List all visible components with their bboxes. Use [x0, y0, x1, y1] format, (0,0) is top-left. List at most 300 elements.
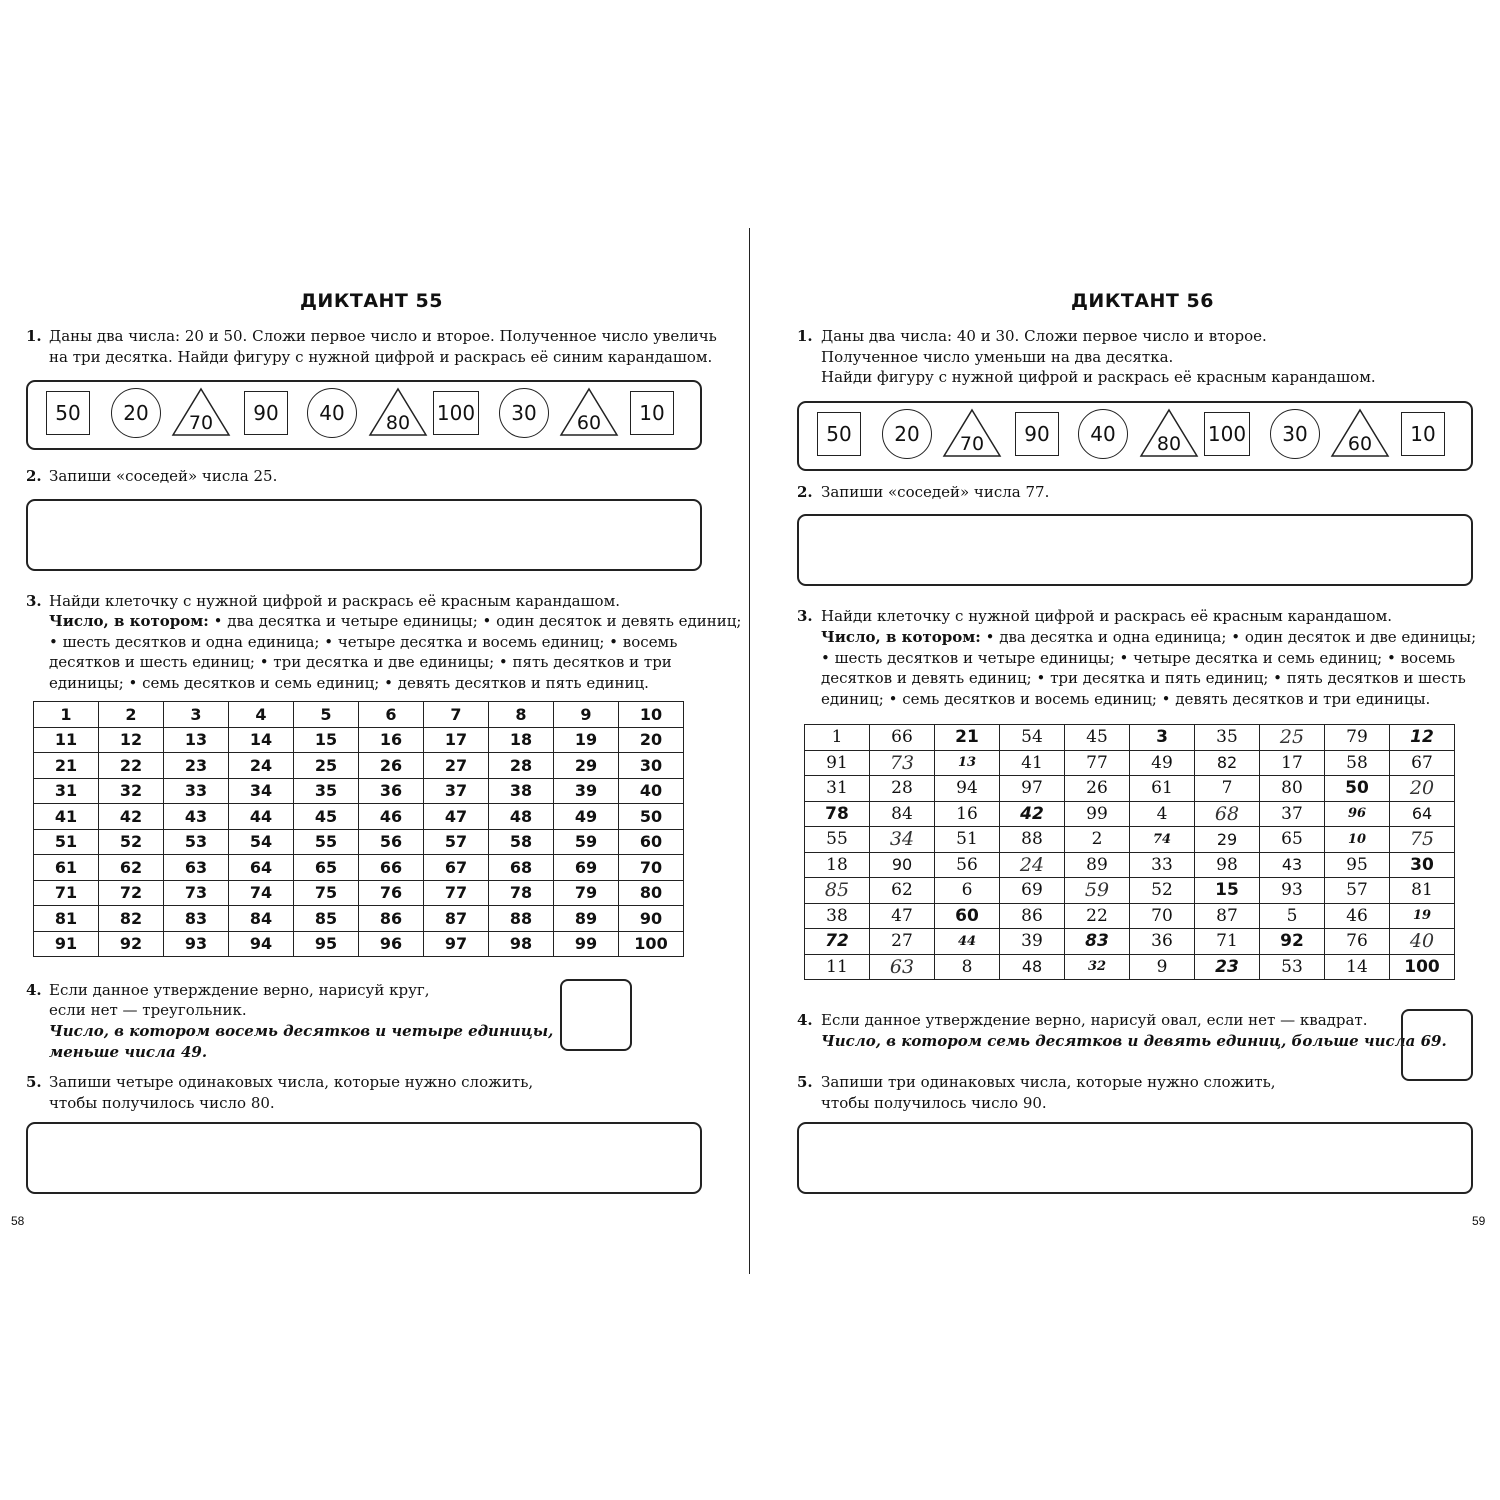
- grid-row: [805, 903, 1455, 929]
- grid-cell[interactable]: 10: [1325, 827, 1390, 853]
- grid-cell[interactable]: 66: [870, 725, 935, 751]
- grid-cell[interactable]: 58: [489, 829, 554, 855]
- square-shape[interactable]: [817, 412, 861, 456]
- grid-cell[interactable]: 39: [1000, 929, 1065, 955]
- grid-cell[interactable]: 22: [99, 753, 164, 779]
- grid-row: [34, 804, 684, 830]
- grid-cell[interactable]: 81: [34, 906, 99, 932]
- grid-cell[interactable]: 38: [489, 778, 554, 804]
- shape-label: 70: [188, 412, 214, 434]
- grid-cell[interactable]: 55: [294, 829, 359, 855]
- grid-cell[interactable]: 93: [1260, 878, 1325, 904]
- triangle-shape[interactable]: [1139, 408, 1199, 458]
- shape-label: 100: [1207, 422, 1247, 446]
- grid-cell[interactable]: 87: [424, 906, 489, 932]
- task-3-line-1: Найди клеточку с нужной цифрой и раскрась её красным карандашом.: [49, 592, 621, 610]
- grid-cell[interactable]: 59: [1065, 878, 1130, 904]
- triangle-shape[interactable]: [942, 408, 1002, 458]
- grid-cell[interactable]: 49: [1130, 750, 1195, 776]
- grid-cell[interactable]: 43: [164, 804, 229, 830]
- shape-label: 80: [1156, 433, 1182, 455]
- grid-cell[interactable]: 91: [805, 750, 870, 776]
- shapes-box: [797, 401, 1473, 471]
- grid-cell[interactable]: 16: [359, 727, 424, 753]
- dictation-56-title: ДИКТАНТ 56: [1071, 290, 1214, 312]
- triangle-shape[interactable]: [171, 387, 231, 437]
- grid-cell[interactable]: 44: [229, 804, 294, 830]
- grid-cell[interactable]: 2: [99, 702, 164, 728]
- grid-cell[interactable]: 79: [1325, 725, 1390, 751]
- task-3-number: 3.: [26, 592, 42, 610]
- grid-cell[interactable]: 65: [1260, 827, 1325, 853]
- grid-cell[interactable]: 52: [1130, 878, 1195, 904]
- grid-cell[interactable]: 11: [34, 727, 99, 753]
- task-3-line-2: [821, 627, 1476, 648]
- grid-cell[interactable]: 60: [619, 829, 684, 855]
- grid-cell[interactable]: 61: [34, 855, 99, 881]
- dictation-55-title: ДИКТАНТ 55: [300, 290, 443, 312]
- grid-cell[interactable]: 10: [619, 702, 684, 728]
- shape-label: 40: [1090, 422, 1116, 446]
- grid-cell[interactable]: 83: [1065, 929, 1130, 955]
- grid-cell[interactable]: 73: [870, 750, 935, 776]
- grid-cell[interactable]: 40: [619, 778, 684, 804]
- grid-cell[interactable]: 80: [619, 880, 684, 906]
- grid-cell[interactable]: 62: [99, 855, 164, 881]
- task-3-line-2-rest: • два десятка и одна единица; • один десяток и две единицы;: [980, 628, 1477, 646]
- grid-cell[interactable]: 18: [805, 852, 870, 878]
- grid-cell[interactable]: 25: [294, 753, 359, 779]
- task-1-line-2: Полученное число уменьши на два десятка.: [821, 348, 1174, 366]
- grid-cell[interactable]: 9: [554, 702, 619, 728]
- grid-cell[interactable]: 98: [489, 931, 554, 957]
- grid-cell[interactable]: 18: [489, 727, 554, 753]
- grid-cell[interactable]: 44: [935, 929, 1000, 955]
- grid-cell[interactable]: 81: [1390, 878, 1455, 904]
- grid-cell[interactable]: 27: [424, 753, 489, 779]
- grid-cell[interactable]: 89: [1065, 852, 1130, 878]
- grid-cell[interactable]: 31: [34, 778, 99, 804]
- grid-cell[interactable]: 2: [1065, 827, 1130, 853]
- grid-cell[interactable]: 6: [935, 878, 1000, 904]
- grid-cell[interactable]: 75: [1390, 827, 1455, 853]
- grid-cell[interactable]: 39: [554, 778, 619, 804]
- grid-cell[interactable]: 61: [1130, 776, 1195, 802]
- grid-cell[interactable]: 1: [34, 702, 99, 728]
- answer-box-neighbors[interactable]: [797, 514, 1473, 586]
- grid-cell[interactable]: 38: [805, 903, 870, 929]
- task-4-line-1: Если данное утверждение верно, нарисуй круг,: [49, 981, 430, 999]
- grid-cell[interactable]: 17: [424, 727, 489, 753]
- grid-cell[interactable]: 73: [164, 880, 229, 906]
- task-2-text: Запиши «соседей» числа 77.: [821, 483, 1050, 501]
- square-shape[interactable]: [1204, 412, 1250, 456]
- grid-cell[interactable]: 80: [1260, 776, 1325, 802]
- grid-cell[interactable]: 14: [1325, 954, 1390, 980]
- grid-row: [34, 727, 684, 753]
- grid-cell[interactable]: 83: [164, 906, 229, 932]
- grid-cell[interactable]: 84: [870, 801, 935, 827]
- task-3-line-3: • шесть десятков и четыре единицы; • четыре десятка и семь единиц; • восемь: [821, 649, 1456, 667]
- task-4-number: 4.: [797, 1011, 813, 1029]
- grid-cell[interactable]: 42: [1000, 801, 1065, 827]
- task-5-number: 5.: [26, 1073, 42, 1091]
- grid-cell[interactable]: 16: [935, 801, 1000, 827]
- grid-cell[interactable]: 7: [424, 702, 489, 728]
- grid-cell[interactable]: 33: [1130, 852, 1195, 878]
- grid-row: [805, 954, 1455, 980]
- grid-cell[interactable]: 28: [489, 753, 554, 779]
- grid-cell[interactable]: 75: [294, 880, 359, 906]
- task-2-number: 2.: [26, 467, 42, 485]
- grid-cell[interactable]: 13: [164, 727, 229, 753]
- grid-cell[interactable]: 67: [1390, 750, 1455, 776]
- grid-cell[interactable]: 45: [294, 804, 359, 830]
- grid-cell[interactable]: 34: [870, 827, 935, 853]
- grid-cell[interactable]: 30: [1390, 852, 1455, 878]
- grid-cell[interactable]: 21: [935, 725, 1000, 751]
- grid-cell[interactable]: 47: [870, 903, 935, 929]
- grid-cell[interactable]: 91: [34, 931, 99, 957]
- grid-cell[interactable]: 96: [359, 931, 424, 957]
- square-shape[interactable]: [1401, 412, 1445, 456]
- grid-cell[interactable]: 57: [424, 829, 489, 855]
- grid-cell[interactable]: 74: [229, 880, 294, 906]
- grid-cell[interactable]: 85: [294, 906, 359, 932]
- shape-label: 60: [576, 412, 602, 434]
- grid-cell[interactable]: 82: [99, 906, 164, 932]
- grid-cell[interactable]: 65: [294, 855, 359, 881]
- grid-cell[interactable]: 53: [164, 829, 229, 855]
- grid-cell[interactable]: 78: [489, 880, 554, 906]
- task-3-line-2: [49, 611, 741, 632]
- grid-cell[interactable]: 30: [619, 753, 684, 779]
- task-1-line-2: на три десятка. Найди фигуру с нужной цифрой и раскрась её синим карандашом.: [49, 348, 713, 366]
- grid-cell[interactable]: 100: [1390, 954, 1455, 980]
- grid-cell[interactable]: 53: [1260, 954, 1325, 980]
- grid-cell[interactable]: 66: [359, 855, 424, 881]
- grid-row: [34, 753, 684, 779]
- grid-cell[interactable]: 19: [1390, 903, 1455, 929]
- grid-cell[interactable]: 25: [1260, 725, 1325, 751]
- grid-cell[interactable]: 99: [1065, 801, 1130, 827]
- grid-cell[interactable]: 72: [805, 929, 870, 955]
- grid-row: [805, 852, 1455, 878]
- grid-cell[interactable]: 89: [554, 906, 619, 932]
- grid-cell[interactable]: 36: [1130, 929, 1195, 955]
- grid-cell[interactable]: 41: [1000, 750, 1065, 776]
- grid-cell[interactable]: 11: [805, 954, 870, 980]
- grid-row: [34, 855, 684, 881]
- page-number-right: 59: [1472, 1214, 1486, 1228]
- grid-cell[interactable]: 9: [1130, 954, 1195, 980]
- grid-cell[interactable]: 70: [619, 855, 684, 881]
- grid-cell[interactable]: 21: [34, 753, 99, 779]
- grid-cell[interactable]: 100: [619, 931, 684, 957]
- grid-cell[interactable]: 20: [1390, 776, 1455, 802]
- grid-cell[interactable]: 12: [1390, 725, 1455, 751]
- grid-cell[interactable]: 88: [1000, 827, 1065, 853]
- grid-cell[interactable]: 94: [935, 776, 1000, 802]
- grid-cell[interactable]: 95: [1325, 852, 1390, 878]
- grid-cell[interactable]: 76: [359, 880, 424, 906]
- grid-cell[interactable]: 46: [1325, 903, 1390, 929]
- grid-cell[interactable]: 5: [294, 702, 359, 728]
- answer-box-sum[interactable]: [797, 1122, 1473, 1194]
- grid-cell[interactable]: 92: [99, 931, 164, 957]
- grid-cell[interactable]: 5: [1260, 903, 1325, 929]
- task-3-line-5: единицы; • семь десятков и семь единиц; • девять десятков и пять единиц.: [49, 674, 649, 692]
- grid-row: [805, 750, 1455, 776]
- circle-shape[interactable]: [1270, 409, 1320, 459]
- shape-label: 50: [826, 422, 852, 446]
- grid-cell[interactable]: 29: [1195, 827, 1260, 853]
- grid-cell[interactable]: 62: [870, 878, 935, 904]
- grid-cell[interactable]: 29: [554, 753, 619, 779]
- grid-cell[interactable]: 15: [1195, 878, 1260, 904]
- task-5-line-2: чтобы получилось число 90.: [821, 1094, 1047, 1112]
- grid-cell[interactable]: 35: [294, 778, 359, 804]
- grid-cell[interactable]: 33: [164, 778, 229, 804]
- grid-cell[interactable]: 54: [229, 829, 294, 855]
- grid-cell[interactable]: 43: [1260, 852, 1325, 878]
- grid-cell[interactable]: 86: [1000, 903, 1065, 929]
- circle-shape[interactable]: [307, 388, 357, 438]
- grid-cell[interactable]: 54: [1000, 725, 1065, 751]
- grid-cell[interactable]: 71: [34, 880, 99, 906]
- grid-cell[interactable]: 32: [1065, 954, 1130, 980]
- grid-cell[interactable]: 23: [164, 753, 229, 779]
- grid-cell[interactable]: 74: [1130, 827, 1195, 853]
- grid-cell[interactable]: 86: [359, 906, 424, 932]
- task-1-line-1: Даны два числа: 40 и 30. Сложи первое число и второе.: [821, 327, 1267, 345]
- grid-cell[interactable]: 70: [1130, 903, 1195, 929]
- grid-cell[interactable]: 1: [805, 725, 870, 751]
- grid-cell[interactable]: 22: [1065, 903, 1130, 929]
- grid-cell[interactable]: 50: [619, 804, 684, 830]
- circle-shape[interactable]: [111, 388, 161, 438]
- shape-label: 10: [1410, 422, 1436, 446]
- grid-cell[interactable]: 67: [424, 855, 489, 881]
- grid-cell[interactable]: 41: [34, 804, 99, 830]
- grid-row: [34, 931, 684, 957]
- square-shape[interactable]: [46, 391, 90, 435]
- grid-cell[interactable]: 84: [229, 906, 294, 932]
- grid-cell[interactable]: 8: [935, 954, 1000, 980]
- grid-cell[interactable]: 88: [489, 906, 554, 932]
- grid-cell[interactable]: 77: [424, 880, 489, 906]
- grid-cell[interactable]: 13: [935, 750, 1000, 776]
- shape-label: 20: [123, 401, 149, 425]
- task-3-line-1: Найди клеточку с нужной цифрой и раскрась её красным карандашом.: [821, 607, 1393, 625]
- shape-label: 90: [253, 401, 279, 425]
- circle-shape[interactable]: [499, 388, 549, 438]
- triangle-shape[interactable]: [1330, 408, 1390, 458]
- page-divider: [749, 228, 750, 1274]
- grid-cell[interactable]: 46: [359, 804, 424, 830]
- number-grid-100: [33, 701, 684, 957]
- grid-cell[interactable]: 63: [870, 954, 935, 980]
- grid-cell[interactable]: 79: [554, 880, 619, 906]
- grid-cell[interactable]: 64: [229, 855, 294, 881]
- shape-label: 70: [959, 433, 985, 455]
- grid-cell[interactable]: 51: [935, 827, 1000, 853]
- grid-cell[interactable]: 37: [1260, 801, 1325, 827]
- grid-cell[interactable]: 49: [554, 804, 619, 830]
- grid-cell[interactable]: 52: [99, 829, 164, 855]
- task-1-line-3: Найди фигуру с нужной цифрой и раскрась её красным карандашом.: [821, 368, 1376, 386]
- grid-row: [805, 725, 1455, 751]
- task-3-number: 3.: [797, 607, 813, 625]
- task-3-line-2-rest: • два десятка и четыре единицы; • один десяток и девять единиц;: [208, 612, 742, 630]
- grid-cell[interactable]: 3: [1130, 725, 1195, 751]
- grid-cell[interactable]: 82: [1195, 750, 1260, 776]
- grid-cell[interactable]: 28: [870, 776, 935, 802]
- grid-cell[interactable]: 47: [424, 804, 489, 830]
- triangle-shape[interactable]: [559, 387, 619, 437]
- grid-cell[interactable]: 57: [1325, 878, 1390, 904]
- grid-cell[interactable]: 90: [870, 852, 935, 878]
- grid-row: [34, 778, 684, 804]
- shapes-box: [26, 380, 702, 450]
- grid-cell[interactable]: 19: [554, 727, 619, 753]
- grid-cell[interactable]: 26: [359, 753, 424, 779]
- answer-box-shape[interactable]: [560, 979, 632, 1051]
- grid-row: [34, 906, 684, 932]
- grid-cell[interactable]: 94: [229, 931, 294, 957]
- grid-cell[interactable]: 51: [34, 829, 99, 855]
- grid-cell[interactable]: 45: [1065, 725, 1130, 751]
- grid-cell[interactable]: 98: [1195, 852, 1260, 878]
- grid-cell[interactable]: 97: [424, 931, 489, 957]
- grid-cell[interactable]: 95: [294, 931, 359, 957]
- grid-cell[interactable]: 7: [1195, 776, 1260, 802]
- grid-cell[interactable]: 24: [229, 753, 294, 779]
- grid-cell[interactable]: 15: [294, 727, 359, 753]
- grid-cell[interactable]: 26: [1065, 776, 1130, 802]
- grid-cell[interactable]: 72: [99, 880, 164, 906]
- grid-cell[interactable]: 8: [489, 702, 554, 728]
- square-shape[interactable]: [1015, 412, 1059, 456]
- task-3-line-4: десятков и девять единиц; • три десятка и пять единиц; • пять десятков и шесть: [821, 669, 1466, 687]
- grid-cell[interactable]: 20: [619, 727, 684, 753]
- shape-label: 30: [511, 401, 537, 425]
- grid-cell[interactable]: 31: [805, 776, 870, 802]
- shape-label: 30: [1282, 422, 1308, 446]
- grid-cell[interactable]: 36: [359, 778, 424, 804]
- grid-row: [805, 878, 1455, 904]
- grid-cell[interactable]: 78: [805, 801, 870, 827]
- circle-shape[interactable]: [1078, 409, 1128, 459]
- grid-cell[interactable]: 24: [1000, 852, 1065, 878]
- square-shape[interactable]: [630, 391, 674, 435]
- grid-cell[interactable]: 71: [1195, 929, 1260, 955]
- grid-cell[interactable]: 40: [1390, 929, 1455, 955]
- grid-cell[interactable]: 68: [489, 855, 554, 881]
- task-4-line-2: Число, в котором семь десятков и девять единиц, больше числа 69.: [821, 1032, 1447, 1050]
- grid-cell[interactable]: 59: [554, 829, 619, 855]
- grid-cell[interactable]: 85: [805, 878, 870, 904]
- grid-cell[interactable]: 3: [164, 702, 229, 728]
- grid-cell[interactable]: 4: [1130, 801, 1195, 827]
- task-1-line-1: Даны два числа: 20 и 50. Сложи первое число и второе. Полученное число увеличь: [49, 327, 717, 345]
- grid-cell[interactable]: 48: [1000, 954, 1065, 980]
- task-3-line-3: • шесть десятков и одна единица; • четыре десятка и восемь единиц; • восемь: [49, 633, 678, 651]
- shape-label: 40: [319, 401, 345, 425]
- grid-cell[interactable]: 50: [1325, 776, 1390, 802]
- task-3-line-4: десятков и шесть единиц; • три десятка и две единицы; • пять десятков и три: [49, 653, 672, 671]
- task-1-number: 1.: [797, 327, 813, 345]
- grid-cell[interactable]: 99: [554, 931, 619, 957]
- grid-cell[interactable]: 90: [619, 906, 684, 932]
- grid-cell[interactable]: 56: [935, 852, 1000, 878]
- grid-cell[interactable]: 48: [489, 804, 554, 830]
- answer-box-sum[interactable]: [26, 1122, 702, 1194]
- shape-label: 60: [1347, 433, 1373, 455]
- answer-box-shape[interactable]: [1401, 1009, 1473, 1081]
- grid-row: [805, 827, 1455, 853]
- grid-cell[interactable]: 42: [99, 804, 164, 830]
- grid-cell[interactable]: 4: [229, 702, 294, 728]
- grid-cell[interactable]: 76: [1325, 929, 1390, 955]
- grid-cell[interactable]: 93: [164, 931, 229, 957]
- grid-row: [805, 801, 1455, 827]
- grid-cell[interactable]: 69: [1000, 878, 1065, 904]
- grid-cell[interactable]: 96: [1325, 801, 1390, 827]
- grid-cell[interactable]: 23: [1195, 954, 1260, 980]
- grid-cell[interactable]: 60: [935, 903, 1000, 929]
- grid-cell[interactable]: 55: [805, 827, 870, 853]
- task-1-number: 1.: [26, 327, 42, 345]
- grid-row: [34, 880, 684, 906]
- grid-cell[interactable]: 37: [424, 778, 489, 804]
- grid-cell[interactable]: 68: [1195, 801, 1260, 827]
- grid-row: [34, 702, 684, 728]
- task-3-bold-lead: Число, в котором:: [49, 612, 209, 630]
- grid-cell[interactable]: 35: [1195, 725, 1260, 751]
- grid-cell[interactable]: 69: [554, 855, 619, 881]
- task-2-text: Запиши «соседей» числа 25.: [49, 467, 278, 485]
- grid-cell[interactable]: 64: [1390, 801, 1455, 827]
- grid-row: [805, 929, 1455, 955]
- grid-cell[interactable]: 14: [229, 727, 294, 753]
- grid-cell[interactable]: 92: [1260, 929, 1325, 955]
- circle-shape[interactable]: [882, 409, 932, 459]
- task-4-number: 4.: [26, 981, 42, 999]
- shape-label: 50: [55, 401, 81, 425]
- grid-cell[interactable]: 87: [1195, 903, 1260, 929]
- grid-cell[interactable]: 63: [164, 855, 229, 881]
- number-grid-mixed: [804, 724, 1455, 980]
- grid-cell[interactable]: 17: [1260, 750, 1325, 776]
- triangle-shape[interactable]: [368, 387, 428, 437]
- grid-cell[interactable]: 32: [99, 778, 164, 804]
- grid-cell[interactable]: 77: [1065, 750, 1130, 776]
- shape-label: 80: [385, 412, 411, 434]
- grid-cell[interactable]: 27: [870, 929, 935, 955]
- square-shape[interactable]: [244, 391, 288, 435]
- task-4-line-2: если нет — треугольник.: [49, 1001, 247, 1019]
- square-shape[interactable]: [433, 391, 479, 435]
- grid-cell[interactable]: 97: [1000, 776, 1065, 802]
- grid-cell[interactable]: 58: [1325, 750, 1390, 776]
- grid-cell[interactable]: 56: [359, 829, 424, 855]
- grid-cell[interactable]: 12: [99, 727, 164, 753]
- grid-cell[interactable]: 6: [359, 702, 424, 728]
- task-5-line-2: чтобы получилось число 80.: [49, 1094, 275, 1112]
- grid-cell[interactable]: 34: [229, 778, 294, 804]
- answer-box-neighbors[interactable]: [26, 499, 702, 571]
